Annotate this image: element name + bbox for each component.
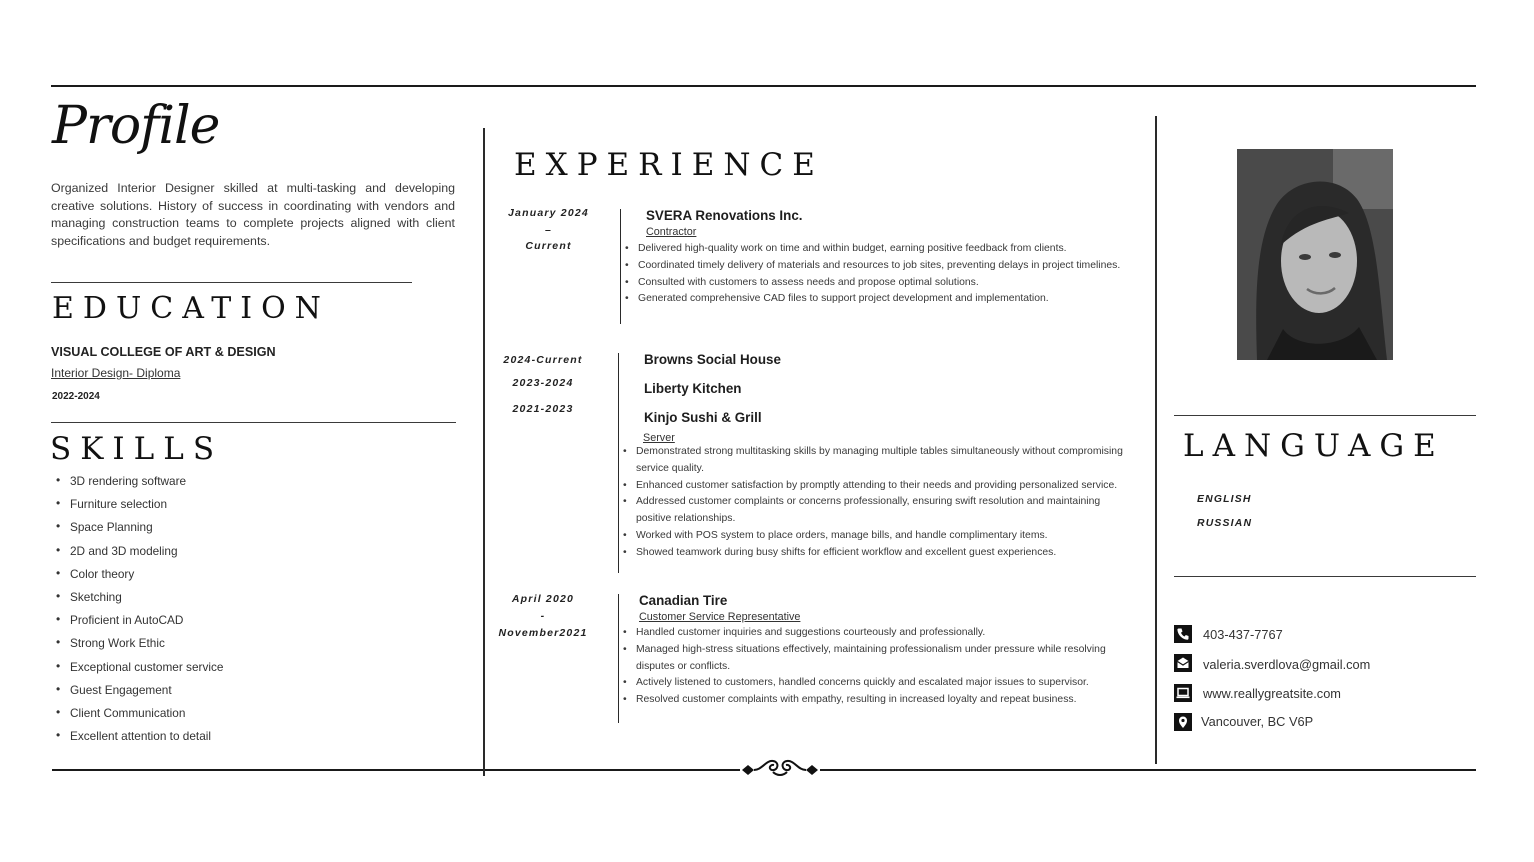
skill-item: • Guest Engagement: [56, 683, 223, 706]
job2-role: Server: [643, 432, 675, 444]
skills-list: [56, 474, 223, 752]
job3-bullet: • Resolved customer complaints with empathy, resulting in increased loyalty and repeat business.: [623, 692, 1137, 709]
profile-divider: [51, 282, 412, 283]
skill-item: • Excellent attention to detail: [56, 729, 223, 752]
job2-bullet: • Demonstrated strong multitasking skills by managing multiple tables simultaneously without compromising service quality.: [623, 444, 1137, 478]
contact-address: Vancouver, BC V6P: [1201, 714, 1314, 729]
job2-bullet: • Showed teamwork during busy shifts for efficient workflow and excellent guest experiences.: [623, 545, 1137, 562]
phone-icon: [1174, 625, 1192, 643]
job3-timeline: [618, 594, 619, 723]
job1-bullets: [625, 241, 1133, 308]
job3-date-start: April 2020: [511, 593, 575, 605]
skill-item: • Space Planning: [56, 520, 223, 543]
skill-item: • Color theory: [56, 567, 223, 590]
bottom-rule-right: [820, 769, 1476, 771]
laptop-icon: [1174, 684, 1192, 702]
job1-timeline: [620, 209, 621, 324]
education-degree: Interior Design- Diploma: [51, 366, 181, 380]
divider-left-column: [483, 128, 485, 776]
skill-item: • Strong Work Ethic: [56, 636, 223, 659]
ornament-flourish: [738, 755, 822, 781]
contact-website: www.reallygreatsite.com: [1203, 686, 1341, 701]
job1-date-start: January 2024: [508, 207, 589, 219]
portrait-illustration: [1237, 149, 1393, 360]
bottom-rule-left: [52, 769, 740, 771]
education-title: EDUCATION: [52, 291, 330, 326]
education-years: 2022-2024: [52, 391, 100, 402]
skill-item: • Client Communication: [56, 706, 223, 729]
job3-bullet: • Handled customer inquiries and suggestions courteously and professionally.: [623, 625, 1137, 642]
profile-summary: Organized Interior Designer skilled at multi-tasking and developing creative solutions. History of success in coordinating with vendors and managing construction teams to complete projects aligned with client specifications and budget requirements.: [51, 181, 455, 248]
language-english: ENGLISH: [1197, 494, 1252, 505]
skill-item: • 3D rendering software: [56, 474, 223, 497]
skill-item: • Furniture selection: [56, 497, 223, 520]
education-divider: [51, 422, 456, 423]
job2-company-2: Liberty Kitchen: [644, 381, 742, 396]
job2-bullets: [623, 444, 1137, 562]
job1-bullet: • Consulted with customers to assess needs and propose optimal solutions.: [625, 275, 1133, 292]
contact-email: valeria.sverdlova@gmail.com: [1203, 657, 1371, 672]
job2-company-3: Kinjo Sushi & Grill: [644, 410, 762, 425]
skill-item: • Exceptional customer service: [56, 660, 223, 683]
job2-company-1: Browns Social House: [644, 352, 781, 367]
photo-divider: [1174, 415, 1476, 416]
envelope-icon: [1174, 654, 1192, 672]
language-divider: [1174, 576, 1476, 577]
language-title: LANGUAGE: [1183, 428, 1445, 464]
contact-phone: 403-437-7767: [1203, 627, 1283, 642]
location-pin-icon: [1174, 713, 1192, 731]
job1-role: Contractor: [646, 226, 697, 238]
job2-bullet: • Worked with POS system to place orders, manage bills, and handle complimentary items.: [623, 528, 1137, 545]
job2-date-3: 2021-2023: [512, 403, 574, 415]
job3-bullet: • Managed high-stress situations effectively, maintaining professionalism under pressure while resolving disputes or conflicts.: [623, 642, 1137, 676]
job1-bullet: • Coordinated timely delivery of materials and resources to job sites, preventing delays in project timelines.: [625, 258, 1133, 275]
job2-date-2: 2023-2024: [512, 377, 574, 389]
job1-bullet: • Generated comprehensive CAD files to support project development and implementation.: [625, 291, 1133, 308]
job2-timeline: [618, 353, 619, 573]
skills-title: SKILLS: [50, 431, 224, 467]
top-rule: [51, 85, 1476, 87]
divider-right-column: [1155, 116, 1157, 764]
job2-bullet: • Enhanced customer satisfaction by promptly attending to their needs and providing personalized service.: [623, 478, 1137, 495]
education-school: VISUAL COLLEGE OF ART & DESIGN: [51, 345, 276, 359]
skill-item: • Proficient in AutoCAD: [56, 613, 223, 636]
experience-title: EXPERIENCE: [514, 147, 824, 183]
job3-date-end: November2021: [498, 627, 588, 639]
job1-company: SVERA Renovations Inc.: [646, 208, 803, 223]
profile-photo: [1237, 149, 1393, 360]
job1-date-end: Current: [525, 240, 572, 252]
job3-bullet: • Actively listened to customers, handled concerns quickly and escalated major issues to supervisor.: [623, 675, 1137, 692]
job1-date-sep: –: [544, 224, 553, 236]
profile-title: Profile: [52, 96, 220, 156]
language-russian: RUSSIAN: [1197, 518, 1253, 529]
job2-date-1: 2024-Current: [503, 354, 583, 366]
job1-bullet: • Delivered high-quality work on time and within budget, earning positive feedback from clients.: [625, 241, 1133, 258]
job3-company: Canadian Tire: [639, 593, 728, 608]
job3-bullets: [623, 625, 1137, 709]
job2-bullet: • Addressed customer complaints or concerns professionally, ensuring swift resolution and maintaining positive relationships.: [623, 494, 1137, 528]
job3-role: Customer Service Representative: [639, 611, 801, 623]
skill-item: • Sketching: [56, 590, 223, 613]
job3-date-sep: -: [540, 610, 546, 622]
skill-item: • 2D and 3D modeling: [56, 544, 223, 567]
